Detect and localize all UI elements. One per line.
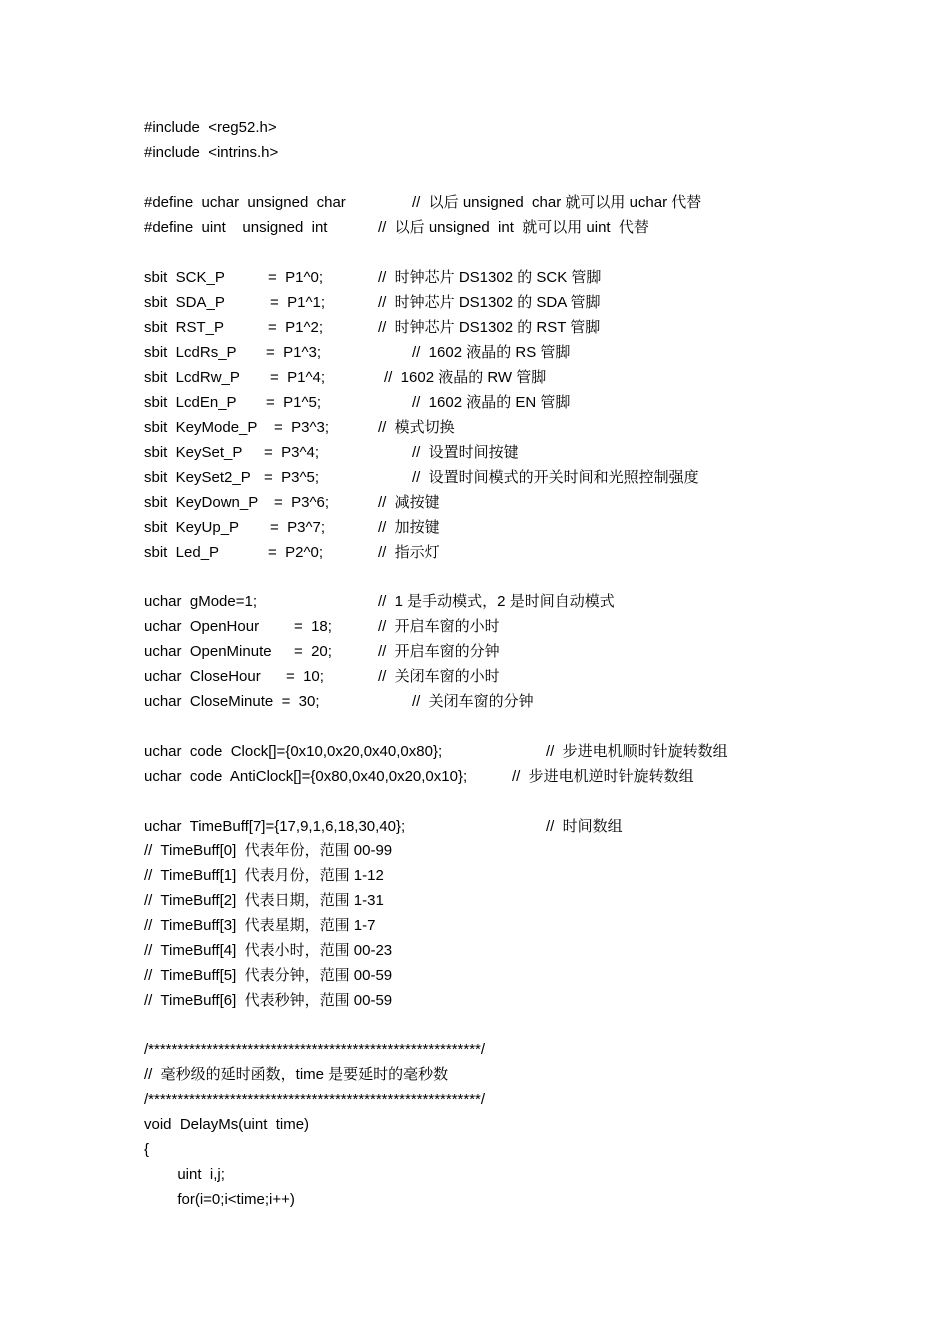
code-line-block-comment-text: // 毫秒级的延时函数，time 是要延时的毫秒数 xyxy=(144,1066,449,1083)
code-comment: // 指示灯 xyxy=(378,544,440,561)
code-comment: // 以后 unsigned int 就可以用 uint 代替 xyxy=(378,219,649,236)
code-decl: sbit LcdEn_P xyxy=(144,394,237,411)
code-comment: // 设置时间按键 xyxy=(412,444,519,461)
code-value: = 10; xyxy=(286,668,324,685)
code-line-timebuff xyxy=(144,814,623,839)
code-value: = P1^0; xyxy=(268,269,323,286)
code-line-timebuff-note: // TimeBuff[1] 代表月份，范围 1-12 xyxy=(144,867,384,884)
code-comment: // 时间数组 xyxy=(546,818,623,835)
code-line-timebuff-note: // TimeBuff[4] 代表小时，范围 00-23 xyxy=(144,942,393,959)
code-decl: sbit SDA_P xyxy=(144,294,225,311)
code-comment: // 加按键 xyxy=(378,519,440,536)
code-text: uchar code Clock[]={0x10,0x20,0x40,0x80}; xyxy=(144,743,443,760)
code-line-sbit xyxy=(144,440,519,465)
code-decl: sbit LcdRw_P xyxy=(144,369,240,386)
code-decl: sbit KeyMode_P xyxy=(144,419,258,436)
code-line-array-clock xyxy=(144,739,728,764)
code-value: = P3^6; xyxy=(274,494,329,511)
code-line-timebuff-note: // TimeBuff[3] 代表星期，范围 1-7 xyxy=(144,917,376,934)
code-value: = P3^7; xyxy=(270,519,325,536)
code-value: = P3^4; xyxy=(264,444,319,461)
code-line-sbit xyxy=(144,390,571,415)
code-line-timebuff-note: // TimeBuff[6] 代表秒钟，范围 00-59 xyxy=(144,992,393,1009)
code-text: uchar code AntiClock[]={0x80,0x40,0x20,0x10}; xyxy=(144,768,468,785)
code-decl: sbit LcdRs_P xyxy=(144,344,237,361)
code-line-sbit xyxy=(144,490,440,515)
code-line-sbit xyxy=(144,290,601,315)
code-comment: // 1602 液晶的 EN 管脚 xyxy=(412,394,571,411)
code-decl: uchar gMode=1; xyxy=(144,593,257,610)
code-line-var xyxy=(144,639,500,664)
code-comment: // 关闭车窗的小时 xyxy=(378,668,500,685)
code-decl: uchar OpenHour xyxy=(144,618,260,635)
code-comment: // 时钟芯片 DS1302 的 RST 管脚 xyxy=(378,319,601,336)
code-line-function: for(i=0;i<time;i++) xyxy=(144,1191,295,1208)
code-line-block-comment-top: /*********************************************************/ xyxy=(144,1041,486,1058)
code-line-sbit xyxy=(144,340,571,365)
code-value: = P3^3; xyxy=(274,419,329,436)
code-line-sbit xyxy=(144,540,440,565)
code-decl: sbit RST_P xyxy=(144,319,225,336)
code-line-define-uchar xyxy=(144,190,702,215)
code-value: = P1^5; xyxy=(266,394,321,411)
code-value: = P1^4; xyxy=(270,369,325,386)
code-line-timebuff-note: // TimeBuff[2] 代表日期，范围 1-31 xyxy=(144,892,384,909)
code-line-include-reg52: #include <reg52.h> xyxy=(144,119,277,136)
code-comment: // 时钟芯片 DS1302 的 SCK 管脚 xyxy=(378,269,602,286)
code-comment: // 开启车窗的分钟 xyxy=(378,643,500,660)
code-line-function: { xyxy=(144,1141,150,1158)
code-decl: sbit KeyDown_P xyxy=(144,494,259,511)
code-line-sbit xyxy=(144,465,699,490)
code-line-define-uint xyxy=(144,215,649,240)
code-value: = 20; xyxy=(294,643,332,660)
code-line-function: void DelayMs(uint time) xyxy=(144,1116,310,1133)
code-comment: // 步进电机顺时针旋转数组 xyxy=(546,743,728,760)
code-comment: // 时钟芯片 DS1302 的 SDA 管脚 xyxy=(378,294,601,311)
code-comment: // 减按键 xyxy=(378,494,440,511)
code-text: #define uint unsigned int xyxy=(144,219,328,236)
code-comment: // 关闭车窗的分钟 xyxy=(412,693,534,710)
code-line-timebuff-note: // TimeBuff[5] 代表分钟，范围 00-59 xyxy=(144,967,393,984)
code-line-var xyxy=(144,614,500,639)
code-line-include-intrins: #include <intrins.h> xyxy=(144,144,279,161)
code-decl: uchar OpenMinute xyxy=(144,643,272,660)
code-line-sbit xyxy=(144,515,440,540)
code-line-sbit xyxy=(144,415,455,440)
code-line-var xyxy=(144,589,615,614)
code-value: = P1^2; xyxy=(268,319,323,336)
code-decl: uchar CloseMinute = 30; xyxy=(144,693,320,710)
code-decl: sbit Led_P xyxy=(144,544,220,561)
code-value: = P2^0; xyxy=(268,544,323,561)
code-comment: // 1 是手动模式，2 是时间自动模式 xyxy=(378,593,615,610)
code-line-var xyxy=(144,689,534,714)
code-line-sbit xyxy=(144,265,602,290)
code-value: = P1^1; xyxy=(270,294,325,311)
code-decl: uchar CloseHour xyxy=(144,668,261,685)
code-text: #define uchar unsigned char xyxy=(144,194,346,211)
code-comment: // 以后 unsigned char 就可以用 uchar 代替 xyxy=(412,194,702,211)
code-comment: // 设置时间模式的开关时间和光照控制强度 xyxy=(412,469,699,486)
code-line-array-anticlock xyxy=(144,764,694,789)
code-comment: // 步进电机逆时针旋转数组 xyxy=(512,768,694,785)
code-comment: // 1602 液晶的 RW 管脚 xyxy=(384,369,547,386)
code-comment: // 1602 液晶的 RS 管脚 xyxy=(412,344,571,361)
code-decl: sbit KeySet_P xyxy=(144,444,243,461)
code-line-timebuff-note: // TimeBuff[0] 代表年份，范围 00-99 xyxy=(144,842,393,859)
code-text: uchar TimeBuff[7]={17,9,1,6,18,30,40}; xyxy=(144,818,406,835)
code-line-function: uint i,j; xyxy=(144,1166,225,1183)
code-value: = P3^5; xyxy=(264,469,319,486)
code-decl: sbit KeyUp_P xyxy=(144,519,240,536)
code-line-sbit xyxy=(144,365,547,390)
code-value: = 18; xyxy=(294,618,332,635)
code-line-sbit xyxy=(144,315,601,340)
code-decl: sbit SCK_P xyxy=(144,269,225,286)
code-decl: sbit KeySet2_P xyxy=(144,469,251,486)
code-comment: // 模式切换 xyxy=(378,419,455,436)
code-line-block-comment-bottom: /*********************************************************/ xyxy=(144,1091,486,1108)
code-value: = P1^3; xyxy=(266,344,321,361)
code-comment: // 开启车窗的小时 xyxy=(378,618,500,635)
code-line-var xyxy=(144,664,500,689)
